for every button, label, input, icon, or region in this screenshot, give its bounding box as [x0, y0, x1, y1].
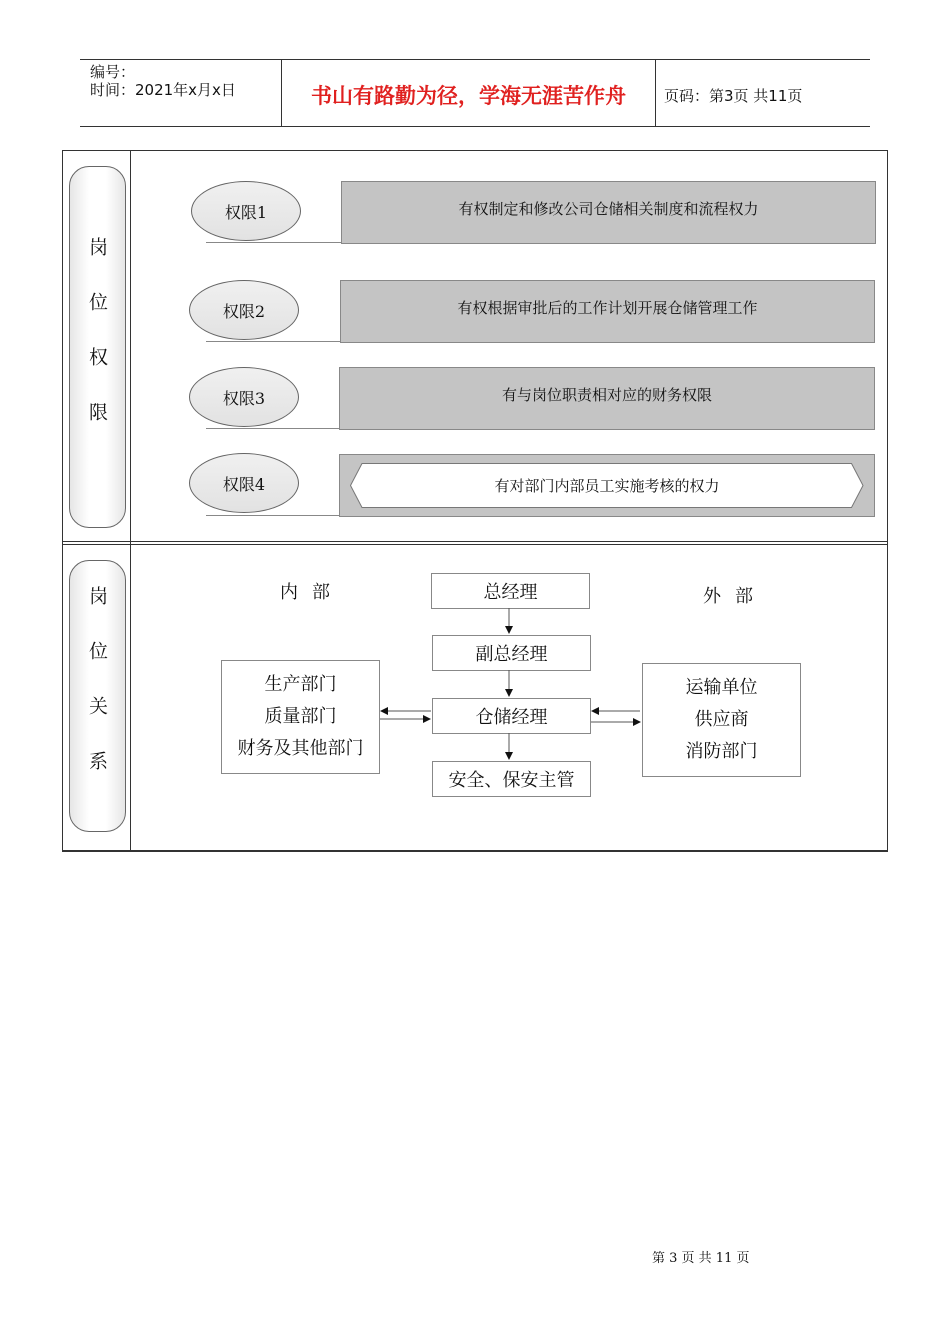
- relations-section-label: 岗位关系: [69, 560, 126, 832]
- permission-4-badge: 权限4: [189, 453, 299, 513]
- external-party: 运输单位: [685, 677, 758, 698]
- serial-label: 编号：: [90, 63, 136, 81]
- internal-header: 内部: [280, 582, 344, 603]
- permission-2-text: 有权根据审批后的工作计划开展仓储管理工作: [457, 299, 758, 317]
- header-motto: 书山有路勤为径，学海无涯苦作舟: [311, 84, 626, 108]
- permission-3-badge: 权限3: [189, 367, 299, 427]
- org-node-general-manager: 总经理: [431, 573, 590, 609]
- permission-1-badge: 权限1: [191, 181, 301, 241]
- org-node-warehouse-manager: 仓储经理: [432, 698, 591, 734]
- header-page-info: 页码：第3页 共11页: [664, 87, 803, 105]
- permission-3-text: 有与岗位职责相对应的财务权限: [501, 386, 712, 404]
- external-party: 供应商: [694, 709, 749, 730]
- page-footer: 第 3 页 共 11 页: [652, 1251, 750, 1266]
- internal-department: 生产部门: [264, 674, 337, 695]
- external-header: 外部: [703, 586, 767, 607]
- permission-4-text: 有对部门内部员工实施考核的权力: [494, 477, 720, 495]
- org-node-deputy-general-manager: 副总经理: [432, 635, 591, 671]
- permissions-section-label: 岗位权限: [69, 166, 126, 528]
- internal-department: 财务及其他部门: [237, 738, 364, 759]
- org-node-security-supervisor: 安全、保安主管: [432, 761, 591, 797]
- permission-1-text: 有权制定和修改公司仓储相关制度和流程权力: [458, 200, 759, 218]
- internal-department: 质量部门: [264, 706, 337, 727]
- permission-2-badge: 权限2: [189, 280, 299, 340]
- time-label: 时间：2021年x月x日: [90, 81, 236, 99]
- external-party: 消防部门: [685, 741, 758, 762]
